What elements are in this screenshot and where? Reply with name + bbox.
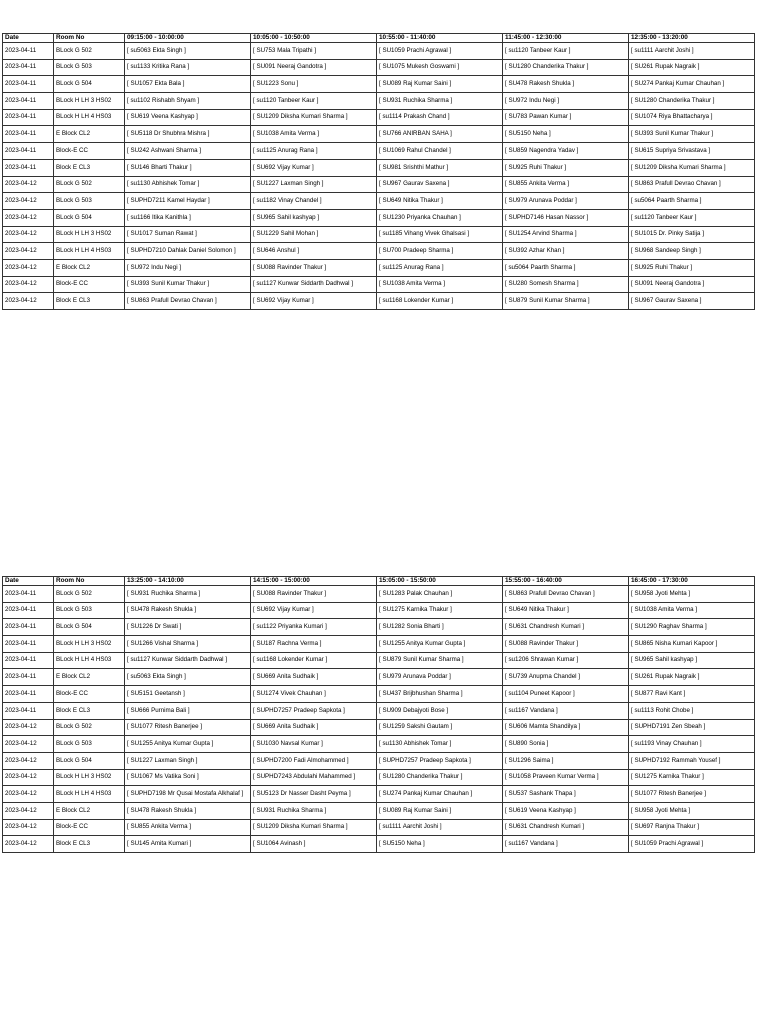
table-row (3, 702, 755, 719)
assignment-cell: [ su1120 Tanbeer Kaur ] (503, 43, 629, 60)
assignment-cell: [ SU981 Srishthi Mathur ] (377, 159, 503, 176)
assignment-cell: [ su1130 Abhishek Tomar ] (377, 736, 503, 753)
assignment-cell: [ SU967 Gaurav Saxena ] (377, 176, 503, 193)
table-row (3, 43, 755, 60)
table-header-row (3, 34, 755, 43)
assignment-cell: [ SU669 Anita Sudhaik ] (251, 719, 377, 736)
table-row (3, 619, 755, 636)
table-row (3, 586, 755, 603)
assignment-cell: [ su1104 Puneet Kapoor ] (503, 686, 629, 703)
assignment-cell: [ SU1038 Amita Verma ] (251, 126, 377, 143)
assignment-cell: [ SU931 Ruchika Sharma ] (251, 802, 377, 819)
table-row (3, 126, 755, 143)
assignment-cell: [ su1114 Prakash Chand ] (377, 109, 503, 126)
date-cell: 2023-04-12 (3, 786, 54, 803)
assignment-cell: [ SU766 ANIRBAN SAHA ] (377, 126, 503, 143)
assignment-cell: [ SU877 Ravi Kant ] (629, 686, 755, 703)
assignment-cell: [ SU979 Arunava Poddar ] (377, 669, 503, 686)
date-cell: 2023-04-12 (3, 719, 54, 736)
assignment-cell: [ su5063 Ekta Singh ] (125, 669, 251, 686)
column-header: 15:05:00 - 15:50:00 (377, 577, 503, 586)
table-row (3, 602, 755, 619)
assignment-cell: [ SU1275 Karnika Thakur ] (377, 602, 503, 619)
table-row (3, 719, 755, 736)
assignment-cell: [ SU1226 Dr Swati ] (125, 619, 251, 636)
assignment-cell: [ su1120 Tanbeer Kaur ] (629, 209, 755, 226)
table-row (3, 93, 755, 110)
assignment-cell: [ SU958 Jyoti Mehta ] (629, 586, 755, 603)
assignment-cell: [ SU392 Azhar Khan ] (503, 243, 629, 260)
assignment-cell: [ SU692 Vijay Kumar ] (251, 293, 377, 310)
assignment-cell: [ SU865 Nisha Kumari Kapoor ] (629, 636, 755, 653)
assignment-cell: [ SU909 Debajyoti Bose ] (377, 702, 503, 719)
assignment-cell: [ SU1223 Sonu ] (251, 76, 377, 93)
room-cell: BLock G 504 (54, 209, 125, 226)
assignment-cell: [ SU1290 Raghav Sharma ] (629, 619, 755, 636)
assignment-cell: [ SU1059 Prachi Agrawal ] (629, 836, 755, 853)
assignment-cell: [ SU5150 Neha ] (503, 126, 629, 143)
room-cell: BLock G 503 (54, 59, 125, 76)
assignment-cell: [ SU979 Arunava Poddar ] (503, 193, 629, 210)
assignment-cell: [ SU478 Rakesh Shukla ] (503, 76, 629, 93)
room-cell: BLock G 502 (54, 586, 125, 603)
table-row (3, 243, 755, 260)
assignment-cell: [ SU1058 Praveen Kumar Verma ] (503, 769, 629, 786)
room-cell: E Block CL2 (54, 259, 125, 276)
date-cell: 2023-04-11 (3, 686, 54, 703)
assignment-cell: [ SU261 Rupak Nagraik ] (629, 59, 755, 76)
assignment-cell: [ SU274 Pankaj Kumar Chauhan ] (377, 786, 503, 803)
table-row (3, 193, 755, 210)
assignment-cell: [ SU091 Neeraj Gandotra ] (629, 276, 755, 293)
assignment-cell: [ SU619 Veena Kashyap ] (125, 109, 251, 126)
assignment-cell: [ SU088 Ravinder Thakur ] (251, 259, 377, 276)
assignment-cell: [ SU1283 Palak Chauhan ] (377, 586, 503, 603)
assignment-cell: [ SU863 Prafull Devrao Chavan ] (629, 176, 755, 193)
assignment-cell: [ SU1296 Saima ] (503, 752, 629, 769)
column-header: Room No (54, 577, 125, 586)
column-header: 10:55:00 - 11:40:00 (377, 34, 503, 43)
assignment-cell: [ SU1067 Ms Vatika Soni ] (125, 769, 251, 786)
assignment-cell: [ su5063 Ekta Singh ] (125, 43, 251, 60)
table-row (3, 786, 755, 803)
date-cell: 2023-04-12 (3, 736, 54, 753)
assignment-cell: [ SU1254 Arvind Sharma ] (503, 226, 629, 243)
date-cell: 2023-04-11 (3, 93, 54, 110)
assignment-cell: [ SU958 Jyoti Mehta ] (629, 802, 755, 819)
assignment-cell: [ SU1059 Prachi Agrawal ] (377, 43, 503, 60)
assignment-cell: [ SU1275 Karnika Thakur ] (629, 769, 755, 786)
room-cell: BLock G 503 (54, 736, 125, 753)
room-cell: Block E CL3 (54, 159, 125, 176)
date-cell: 2023-04-12 (3, 769, 54, 786)
table-row (3, 109, 755, 126)
date-cell: 2023-04-11 (3, 669, 54, 686)
assignment-cell: [ SU1209 Diksha Kumari Sharma ] (629, 159, 755, 176)
room-cell: BLock G 504 (54, 76, 125, 93)
assignment-cell: [ SU1209 Diksha Kumari Sharma ] (251, 819, 377, 836)
table-row (3, 276, 755, 293)
table-row (3, 802, 755, 819)
assignment-cell: [ SU5150 Neha ] (377, 836, 503, 853)
assignment-cell: [ SU1280 Chanderika Thakur ] (629, 93, 755, 110)
assignment-cell: [ su5064 Paarth Sharma ] (629, 193, 755, 210)
assignment-cell: [ SU1227 Laxman Singh ] (125, 752, 251, 769)
assignment-cell: [ SUPHD7192 Rammah Yousef ] (629, 752, 755, 769)
room-cell: BLock H LH 4 HS03 (54, 109, 125, 126)
date-cell: 2023-04-11 (3, 43, 54, 60)
assignment-cell: [ SUPHD7200 Fadi Almohammed ] (251, 752, 377, 769)
assignment-cell: [ su1120 Tanbeer Kaur ] (251, 93, 377, 110)
assignment-cell: [ SU863 Prafull Devrao Chavan ] (503, 586, 629, 603)
assignment-cell: [ SU088 Ravinder Thakur ] (251, 586, 377, 603)
assignment-cell: [ SU619 Veena Kashyap ] (503, 802, 629, 819)
assignment-cell: [ su1102 Rishabh Shyam ] (125, 93, 251, 110)
assignment-cell: [ SUPHD7211 Kamel Haydar ] (125, 193, 251, 210)
assignment-cell: [ SU1282 Sonia Bharti ] (377, 619, 503, 636)
assignment-cell: [ su1125 Anurag Rana ] (377, 259, 503, 276)
assignment-cell: [ SU1229 Sahil Mohan ] (251, 226, 377, 243)
assignment-cell: [ SU972 Indu Negi ] (125, 259, 251, 276)
room-cell: Block-E CC (54, 819, 125, 836)
assignment-cell: [ SU615 Supriya Srivastava ] (629, 143, 755, 160)
assignment-cell: [ su1182 Vinay Chandel ] (251, 193, 377, 210)
room-cell: BLock H LH 3 HS02 (54, 93, 125, 110)
room-cell: Block E CL3 (54, 702, 125, 719)
assignment-cell: [ su1111 Aarchit Joshi ] (377, 819, 503, 836)
room-cell: BLock G 503 (54, 602, 125, 619)
assignment-cell: [ su1185 Vihang Vivek Ghalsasi ] (377, 226, 503, 243)
room-cell: E Block CL2 (54, 802, 125, 819)
assignment-cell: [ su1166 Itika Kanithla ] (125, 209, 251, 226)
assignment-cell: [ SU1074 Riya Bhattacharya ] (629, 109, 755, 126)
assignment-cell: [ SU855 Ankita Verma ] (503, 176, 629, 193)
assignment-cell: [ su1127 Kunwar Siddarth Dadhwal ] (125, 652, 251, 669)
column-header: Date (3, 577, 54, 586)
assignment-cell: [ SUPHD7146 Hasan Nassor ] (503, 209, 629, 226)
room-cell: Block E CL3 (54, 293, 125, 310)
table-row (3, 226, 755, 243)
date-cell: 2023-04-12 (3, 752, 54, 769)
assignment-cell: [ SU931 Ruchika Sharma ] (377, 93, 503, 110)
date-cell: 2023-04-11 (3, 636, 54, 653)
assignment-cell: [ SU478 Rakesh Shukla ] (125, 802, 251, 819)
assignment-cell: [ SU925 Ruhi Thakur ] (629, 259, 755, 276)
assignment-cell: [ SU1255 Anitya Kumar Gupta ] (125, 736, 251, 753)
assignment-cell: [ SU972 Indu Negi ] (503, 93, 629, 110)
column-header: Room No (54, 34, 125, 43)
room-cell: E Block CL2 (54, 669, 125, 686)
table-row (3, 259, 755, 276)
column-header: 11:45:00 - 12:30:00 (503, 34, 629, 43)
assignment-cell: [ su1111 Aarchit Joshi ] (629, 43, 755, 60)
assignment-cell: [ SU1077 Ritesh Banerjee ] (125, 719, 251, 736)
table-row (3, 636, 755, 653)
table-row (3, 819, 755, 836)
room-cell: Block-E CC (54, 686, 125, 703)
assignment-cell: [ SU437 Brijbhushan Sharma ] (377, 686, 503, 703)
assignment-cell: [ SU631 Chandresh Kumari ] (503, 819, 629, 836)
assignment-cell: [ SU5123 Dr Nasser Dasht Peyma ] (251, 786, 377, 803)
assignment-cell: [ su1167 Vandana ] (503, 836, 629, 853)
assignment-cell: [ SU393 Sunil Kumar Thakur ] (125, 276, 251, 293)
assignment-cell: [ SU1209 Diksha Kumari Sharma ] (251, 109, 377, 126)
table-row (3, 769, 755, 786)
assignment-cell: [ SU1259 Sakshi Gautam ] (377, 719, 503, 736)
assignment-cell: [ SU1038 Amita Verma ] (377, 276, 503, 293)
room-cell: BLock G 502 (54, 43, 125, 60)
date-cell: 2023-04-12 (3, 293, 54, 310)
assignment-cell: [ SU925 Ruhi Thakur ] (503, 159, 629, 176)
date-cell: 2023-04-11 (3, 126, 54, 143)
assignment-cell: [ SU145 Amita Kumari ] (125, 836, 251, 853)
assignment-cell: [ su1193 Vinay Chauhan ] (629, 736, 755, 753)
assignment-cell: [ su1113 Rohit Chobe ] (629, 702, 755, 719)
room-cell: BLock H LH 3 HS02 (54, 636, 125, 653)
assignment-cell: [ SU088 Ravinder Thakur ] (503, 636, 629, 653)
table-row (3, 143, 755, 160)
assignment-cell: [ SU697 Ranjna Thakur ] (629, 819, 755, 836)
assignment-cell: [ SU1030 Navsal Kumar ] (251, 736, 377, 753)
assignment-cell: [ SU1255 Anitya Kumar Gupta ] (377, 636, 503, 653)
assignment-cell: [ SU1266 Vishal Sharma ] (125, 636, 251, 653)
table-row (3, 59, 755, 76)
column-header: 16:45:00 - 17:30:00 (629, 577, 755, 586)
assignment-cell: [ SU091 Neeraj Gandotra ] (251, 59, 377, 76)
assignment-cell: [ SU274 Pankaj Kumar Chauhan ] (629, 76, 755, 93)
date-cell: 2023-04-12 (3, 193, 54, 210)
assignment-cell: [ SU1064 Avinash ] (251, 836, 377, 853)
room-cell: BLock H LH 3 HS02 (54, 769, 125, 786)
date-cell: 2023-04-11 (3, 159, 54, 176)
assignment-cell: [ SU1015 Dr. Pinky Satija ] (629, 226, 755, 243)
assignment-cell: [ SU1057 Ekta Bala ] (125, 76, 251, 93)
date-cell: 2023-04-12 (3, 243, 54, 260)
assignment-cell: [ SU967 Gaurav Saxena ] (629, 293, 755, 310)
date-cell: 2023-04-11 (3, 619, 54, 636)
date-cell: 2023-04-11 (3, 652, 54, 669)
assignment-cell: [ SU187 Rachna Verma ] (251, 636, 377, 653)
assignment-cell: [ SU783 Pawan Kumar ] (503, 109, 629, 126)
assignment-cell: [ SU146 Bharti Thakur ] (125, 159, 251, 176)
assignment-cell: [ su1168 Lokender Kumar ] (377, 293, 503, 310)
assignment-cell: [ SU089 Raj Kumar Saini ] (377, 76, 503, 93)
column-header: 12:35:00 - 13:20:00 (629, 34, 755, 43)
date-cell: 2023-04-11 (3, 702, 54, 719)
assignment-cell: [ SU1038 Amita Verma ] (629, 602, 755, 619)
assignment-cell: [ SU280 Somesh Sharma ] (503, 276, 629, 293)
date-cell: 2023-04-12 (3, 226, 54, 243)
assignment-cell: [ SU863 Prafull Devrao Chavan ] (125, 293, 251, 310)
assignment-cell: [ SUPHD7257 Pradeep Sapkota ] (377, 752, 503, 769)
assignment-cell: [ SU1280 Chanderika Thakur ] (377, 769, 503, 786)
table-row (3, 652, 755, 669)
assignment-cell: [ SU700 Pradeep Sharma ] (377, 243, 503, 260)
date-cell: 2023-04-11 (3, 109, 54, 126)
room-cell: Block-E CC (54, 143, 125, 160)
column-header: 13:25:00 - 14:10:00 (125, 577, 251, 586)
room-cell: BLock G 502 (54, 176, 125, 193)
date-cell: 2023-04-11 (3, 143, 54, 160)
column-header: 10:05:00 - 10:50:00 (251, 34, 377, 43)
assignment-cell: [ su1168 Lokender Kumar ] (251, 652, 377, 669)
table-row (3, 176, 755, 193)
assignment-cell: [ SU1017 Suman Rawat ] (125, 226, 251, 243)
assignment-cell: [ SUPHD7257 Pradeep Sapkota ] (251, 702, 377, 719)
assignment-cell: [ SU931 Ruchika Sharma ] (125, 586, 251, 603)
date-cell: 2023-04-11 (3, 76, 54, 93)
date-cell: 2023-04-12 (3, 209, 54, 226)
assignment-cell: [ SU1230 Priyanka Chauhan ] (377, 209, 503, 226)
assignment-cell: [ SU1069 Rahul Chandel ] (377, 143, 503, 160)
schedule-table-afternoon (2, 576, 755, 853)
assignment-cell: [ SU393 Sunil Kumar Thakur ] (629, 126, 755, 143)
column-header: 15:55:00 - 16:40:00 (503, 577, 629, 586)
room-cell: BLock H LH 3 HS02 (54, 226, 125, 243)
assignment-cell: [ SU089 Raj Kumar Saini ] (377, 802, 503, 819)
assignment-cell: [ SUPHD7210 Dahlak Daniel Solomon ] (125, 243, 251, 260)
table-row (3, 159, 755, 176)
assignment-cell: [ SU631 Chandresh Kumari ] (503, 619, 629, 636)
room-cell: Block E CL3 (54, 836, 125, 853)
assignment-cell: [ SU859 Nagendra Yadav ] (503, 143, 629, 160)
column-header: 14:15:00 - 15:00:00 (251, 577, 377, 586)
assignment-cell: [ su1130 Abhishek Tomar ] (125, 176, 251, 193)
assignment-cell: [ SU649 Nitika Thakur ] (503, 602, 629, 619)
assignment-cell: [ su1122 Priyanka Kumari ] (251, 619, 377, 636)
room-cell: BLock G 502 (54, 719, 125, 736)
assignment-cell: [ SU965 Sahil kashyap ] (629, 652, 755, 669)
date-cell: 2023-04-11 (3, 602, 54, 619)
assignment-cell: [ SU666 Purnima Bali ] (125, 702, 251, 719)
assignment-cell: [ SU646 Anshul ] (251, 243, 377, 260)
assignment-cell: [ SU5118 Dr Shubhra Mishra ] (125, 126, 251, 143)
date-cell: 2023-04-11 (3, 586, 54, 603)
table-row (3, 209, 755, 226)
room-cell: E Block CL2 (54, 126, 125, 143)
table-row (3, 293, 755, 310)
table-row (3, 752, 755, 769)
date-cell: 2023-04-11 (3, 59, 54, 76)
assignment-cell: [ SU879 Sunil Kumar Sharma ] (503, 293, 629, 310)
assignment-cell: [ SU478 Rakesh Shukla ] (125, 602, 251, 619)
table-row (3, 836, 755, 853)
table-row (3, 736, 755, 753)
assignment-cell: [ SU1280 Chanderika Thakur ] (503, 59, 629, 76)
assignment-cell: [ SUPHD7191 Zen Sbeah ] (629, 719, 755, 736)
assignment-cell: [ SU1077 Ritesh Banerjee ] (629, 786, 755, 803)
assignment-cell: [ SU1274 Vivek Chauhan ] (251, 686, 377, 703)
assignment-cell: [ su1206 Shrawan Kumar ] (503, 652, 629, 669)
assignment-cell: [ SU261 Rupak Nagraik ] (629, 669, 755, 686)
room-cell: BLock H LH 4 HS03 (54, 786, 125, 803)
date-cell: 2023-04-12 (3, 802, 54, 819)
room-cell: BLock G 504 (54, 619, 125, 636)
assignment-cell: [ su1167 Vandana ] (503, 702, 629, 719)
assignment-cell: [ SU739 Anupma Chandel ] (503, 669, 629, 686)
assignment-cell: [ SU968 Sandeep Singh ] (629, 243, 755, 260)
assignment-cell: [ SU606 Mamta Shandilya ] (503, 719, 629, 736)
room-cell: BLock H LH 4 HS03 (54, 243, 125, 260)
date-cell: 2023-04-12 (3, 176, 54, 193)
room-cell: BLock H LH 4 HS03 (54, 652, 125, 669)
assignment-cell: [ SU242 Ashwani Sharma ] (125, 143, 251, 160)
date-cell: 2023-04-12 (3, 836, 54, 853)
assignment-cell: [ SU890 Sonia ] (503, 736, 629, 753)
table-row (3, 669, 755, 686)
assignment-cell: [ su1125 Anurag Rana ] (251, 143, 377, 160)
table-row (3, 686, 755, 703)
assignment-cell: [ SU669 Anita Sudhaik ] (251, 669, 377, 686)
table-header-row (3, 577, 755, 586)
assignment-cell: [ SU649 Nitika Thakur ] (377, 193, 503, 210)
column-header: Date (3, 34, 54, 43)
assignment-cell: [ SU1227 Laxman Singh ] (251, 176, 377, 193)
assignment-cell: [ SU879 Sunil Kumar Sharma ] (377, 652, 503, 669)
room-cell: BLock G 503 (54, 193, 125, 210)
assignment-cell: [ SU753 Mala Tripathi ] (251, 43, 377, 60)
date-cell: 2023-04-12 (3, 259, 54, 276)
assignment-cell: [ SUPHD7198 Mr Qusai Mostafa Alkhalaf ] (125, 786, 251, 803)
assignment-cell: [ SU537 Sashank Thapa ] (503, 786, 629, 803)
room-cell: Block-E CC (54, 276, 125, 293)
assignment-cell: [ SU5151 Geetansh ] (125, 686, 251, 703)
room-cell: BLock G 504 (54, 752, 125, 769)
assignment-cell: [ SUPHD7243 Abdulahi Mahammed ] (251, 769, 377, 786)
assignment-cell: [ SU692 Vijay Kumar ] (251, 602, 377, 619)
assignment-cell: [ SU1075 Mukesh Goswami ] (377, 59, 503, 76)
table-row (3, 76, 755, 93)
schedule-table-morning (2, 33, 755, 310)
date-cell: 2023-04-12 (3, 276, 54, 293)
assignment-cell: [ SU855 Ankita Verma ] (125, 819, 251, 836)
assignment-cell: [ su5064 Paarth Sharma ] (503, 259, 629, 276)
date-cell: 2023-04-12 (3, 819, 54, 836)
assignment-cell: [ SU965 Sahil kashyap ] (251, 209, 377, 226)
assignment-cell: [ SU692 Vijay Kumar ] (251, 159, 377, 176)
column-header: 09:15:00 - 10:00:00 (125, 34, 251, 43)
assignment-cell: [ su1133 Kritika Rana ] (125, 59, 251, 76)
assignment-cell: [ su1127 Kunwar Siddarth Dadhwal ] (251, 276, 377, 293)
